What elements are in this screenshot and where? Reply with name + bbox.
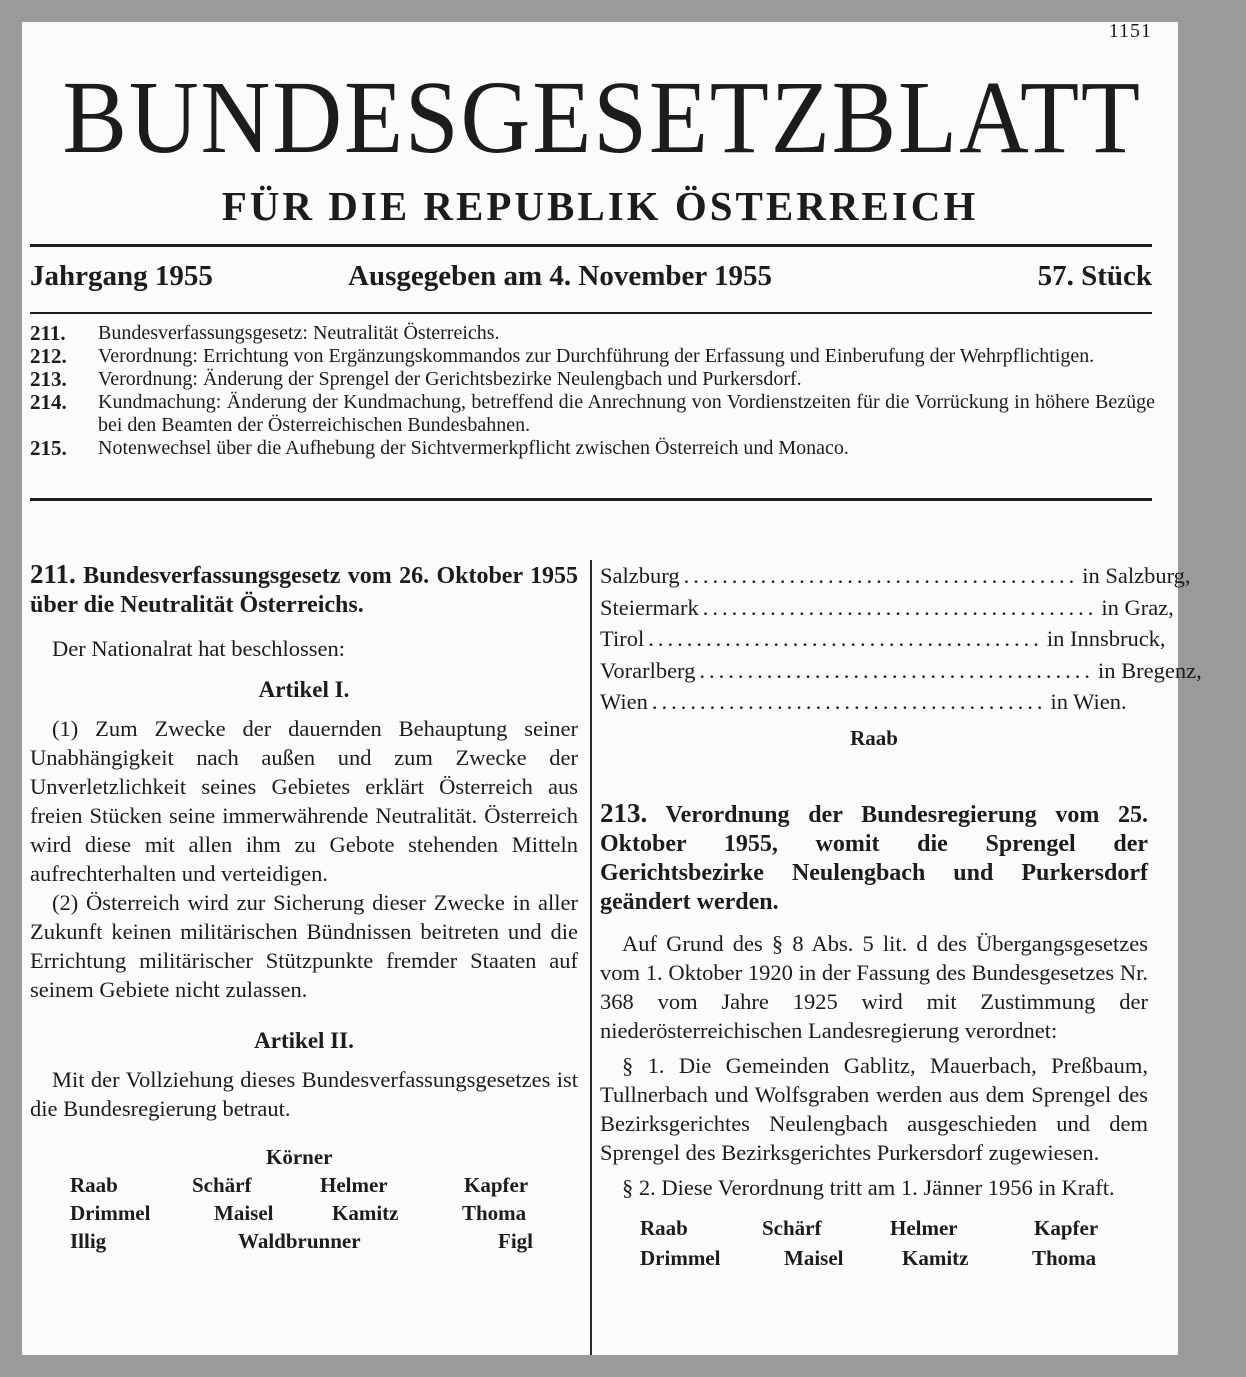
- article-1-paragraph-2: (2) Österreich wird zur Sicherung dieser Zwecke in aller Zukunft keinen militärischen Bündnissen beitreten und die Errichtung militärischer Stützpunkte fremder Staaten auf seinem Gebiete nicht zulassen.: [30, 890, 578, 1002]
- court-state: Salzburg: [600, 563, 680, 588]
- toc-item: [30, 322, 1155, 345]
- toc-text: Bundesverfassungsgesetz: Neutralität Österreichs.: [98, 322, 500, 344]
- court-city: in Graz,: [1101, 594, 1174, 620]
- article-2-paragraph: Mit der Vollziehung dieses Bundesverfassungsgesetzes ist die Bundesregierung betraut.: [30, 1067, 578, 1121]
- signature-name: Schärf: [192, 1173, 252, 1197]
- signature-name: Illig: [70, 1229, 107, 1253]
- court-row: [600, 592, 1174, 624]
- signature-name: Thoma: [462, 1201, 527, 1225]
- law-211-number: 211.: [30, 559, 76, 589]
- court-row: [600, 623, 1166, 655]
- issue-line: [30, 260, 1152, 300]
- toc-number: 212.: [30, 344, 67, 368]
- issue-year: Jahrgang 1955: [30, 260, 213, 292]
- law-211-intro: Der Nationalrat hat beschlossen:: [52, 636, 346, 661]
- court-list: [600, 560, 1202, 718]
- court-row: [600, 655, 1202, 687]
- signature-name: Maisel: [214, 1201, 274, 1225]
- section-label: § 2.: [622, 1174, 656, 1200]
- masthead-subtitle: FÜR DIE REPUBLIK ÖSTERREICH: [221, 183, 979, 229]
- table-of-contents: [30, 322, 1155, 460]
- toc-number: 211.: [30, 321, 66, 345]
- court-state: Wien: [600, 689, 648, 714]
- signature-name: Raab: [640, 1215, 688, 1240]
- signature-name: Drimmel: [70, 1201, 151, 1225]
- signature-name: Kapfer: [464, 1173, 529, 1197]
- page-number: 1151: [1108, 20, 1152, 42]
- law-213-title: [600, 799, 1148, 917]
- toc-text: Verordnung: Errichtung von Ergänzungskommandos zur Durchführung der Erfassung und Einberufung der Wehrpflichtigen.: [98, 345, 1095, 367]
- signature-name: Raab: [70, 1173, 118, 1197]
- signature-name: Schärf: [762, 1215, 822, 1240]
- court-city: in Salzburg,: [1082, 563, 1191, 588]
- court-city: in Bregenz,: [1098, 657, 1202, 683]
- issue-date: Ausgegeben am 4. November 1955: [348, 260, 772, 292]
- law-213-section-2: [600, 1173, 1148, 1202]
- article-1-paragraph-1: (1) Zum Zwecke der dauernden Behauptung seiner Unabhängigkeit nach außen und zum Zwecke der Unverletzlichkeit seines Gebietes erklärt Österreich aus freien Stücken seine immerwährende Neutralität. Österreich wird diese mit allen ihm zu Gebote stehenden Mitteln aufrechterhalten und verteidigen.: [30, 716, 578, 886]
- court-state: Tirol: [600, 626, 645, 651]
- toc-text: Notenwechsel über die Aufhebung der Sichtvermerkpflicht zwischen Österreich und Monaco.: [98, 437, 849, 459]
- signature-name: Figl: [498, 1229, 533, 1253]
- header-rule-middle: [30, 312, 1152, 314]
- toc-item: [30, 368, 1155, 391]
- court-leader-dots: .........................................: [651, 689, 1047, 714]
- toc-rule-bottom: [30, 498, 1152, 501]
- signature-name: Waldbrunner: [238, 1229, 361, 1253]
- law-211-title: [30, 560, 578, 620]
- masthead-title: BUNDESGESETZBLATT: [62, 60, 1142, 175]
- signature-name: Drimmel: [640, 1245, 721, 1270]
- toc-text: Verordnung: Änderung der Sprengel der Gerichtsbezirke Neulengbach und Purkersdorf.: [98, 368, 802, 390]
- court-leader-dots: .........................................: [648, 626, 1043, 651]
- signature-name: Maisel: [784, 1245, 844, 1270]
- court-leader-dots: .........................................: [699, 657, 1095, 683]
- toc-item: [30, 345, 1155, 368]
- signature-name: Helmer: [890, 1215, 958, 1240]
- court-leader-dots: .........................................: [683, 563, 1079, 588]
- court-city: in Wien.: [1050, 689, 1127, 714]
- toc-number: 215.: [30, 436, 67, 460]
- column-left: [30, 559, 579, 1253]
- court-list-signer: Raab: [850, 725, 898, 750]
- gazette-page: [22, 20, 1202, 1355]
- column-divider: [590, 560, 592, 1355]
- article-2-heading: Artikel II.: [254, 1028, 354, 1053]
- signature-head: Körner: [266, 1145, 333, 1169]
- section-text: Diese Verordnung tritt am 1. Jänner 1956 in Kraft.: [661, 1174, 1115, 1200]
- section-label: § 1.: [622, 1052, 665, 1078]
- law-213-signatures: [600, 1214, 1148, 1274]
- header-rule-top: [30, 244, 1152, 247]
- toc-number: 214.: [30, 390, 67, 414]
- issue-part: 57. Stück: [1037, 260, 1152, 292]
- court-row: [600, 686, 1148, 718]
- signature-name: Kapfer: [1034, 1215, 1099, 1240]
- law-211-heading: Bundesverfassungsgesetz vom 26. Oktober 1955 über die Neutralität Österreichs.: [30, 563, 579, 618]
- law-213-preamble: Auf Grund des § 8 Abs. 5 lit. d des Übergangsgesetzes vom 1. Oktober 1920 in der Fassung des Bundesgesetzes Nr. 368 vom Jahre 1925 wird mit Zustimmung der niederösterreichischen Landesregierung verordnet:: [600, 930, 1148, 1043]
- section-text: Die Gemeinden Gablitz, Mauerbach, Preßbaum, Tullnerbach und Wolfsgraben werden aus dem Sprengel des Bezirksgerichtes Neulengbach ausgeschieden und dem Sprengel des Bezirksgerichtes Purkersdorf zugewiesen.: [600, 1052, 1148, 1165]
- column-right: [600, 560, 1202, 1274]
- court-row: [600, 560, 1191, 592]
- court-leader-dots: .........................................: [702, 594, 1098, 620]
- law-213-section-1: [600, 1051, 1148, 1167]
- toc-item: [30, 391, 1155, 437]
- law-211-signatures: [30, 1143, 578, 1253]
- law-213-number: 213.: [600, 797, 648, 828]
- court-state: Vorarlberg: [600, 657, 696, 683]
- signature-name: Helmer: [320, 1173, 388, 1197]
- signature-name: Kamitz: [902, 1245, 969, 1270]
- toc-number: 213.: [30, 367, 67, 391]
- toc-text: Kundmachung: Änderung der Kundmachung, betreffend die Anrechnung von Vordienstzeiten für die Vorrückung in höhere Bezüge bei den Beamten der Österreichischen Bundesbahnen.: [98, 391, 1155, 436]
- court-state: Steiermark: [600, 594, 699, 620]
- article-1-heading: Artikel I.: [258, 677, 350, 702]
- court-city: in Innsbruck,: [1046, 626, 1166, 651]
- toc-item: [30, 437, 1155, 460]
- law-213-heading: Verordnung der Bundesregierung vom 25. Oktober 1955, womit die Sprengel der Gerichtsbezirke Neulengbach und Purkersdorf geändert werden.: [600, 801, 1148, 915]
- signature-name: Kamitz: [332, 1201, 399, 1225]
- signature-name: Thoma: [1032, 1245, 1097, 1270]
